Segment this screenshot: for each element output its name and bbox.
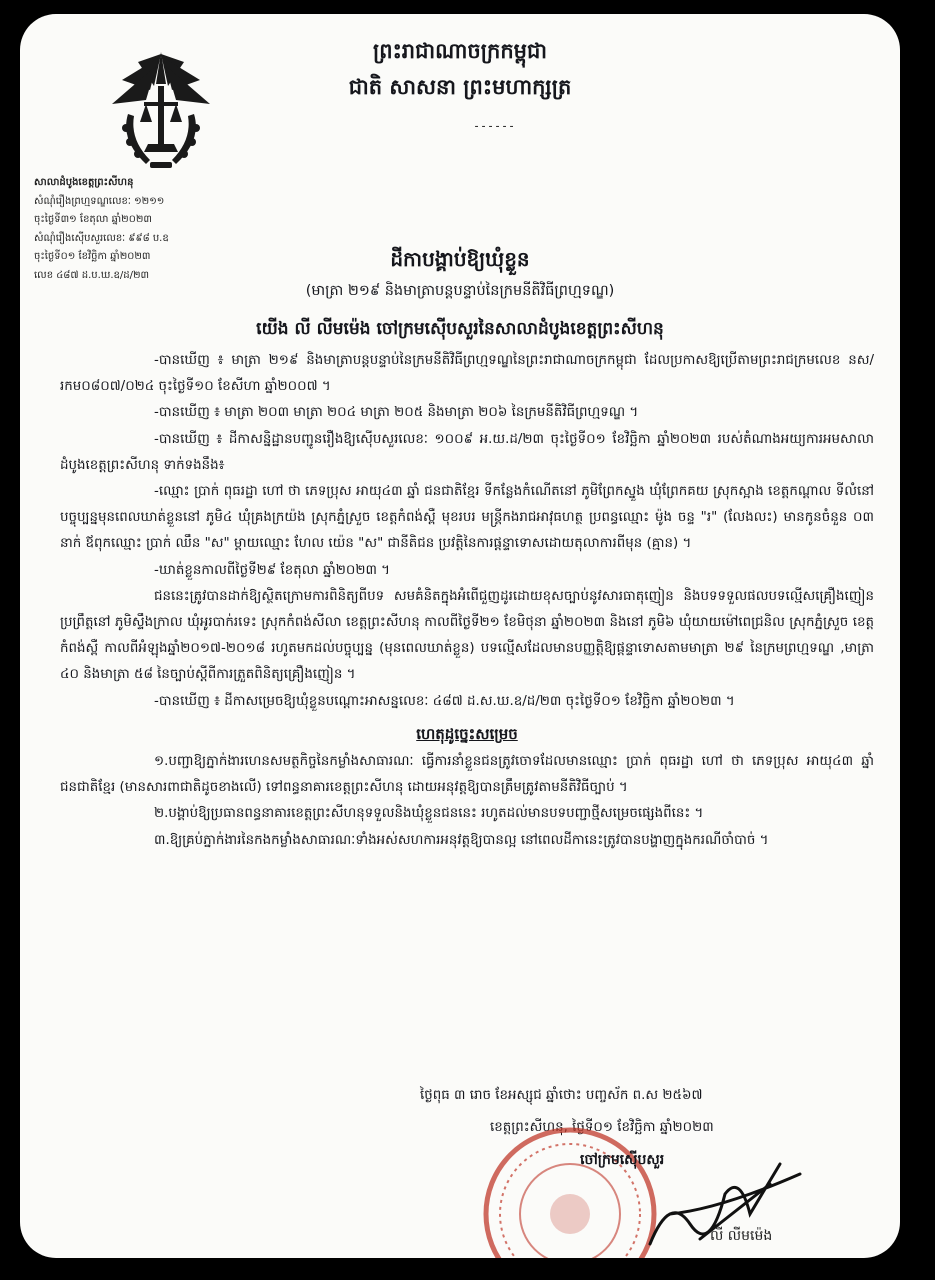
reference-number: លេខ ៤៨៧ ដ.ប.ឃ.ឧ/ដ/២៣: [34, 269, 150, 281]
document-subtitle: (មាត្រា ២១៩ និងមាត្រាបន្តបន្ទាប់នៃក្រមនីតិវិធីព្រហ្មទណ្ឌ): [305, 283, 615, 299]
record-date: ចុះថ្ងៃទី៣១ ខែតុលា ឆ្នាំ២០២៣: [34, 214, 152, 225]
signer-name: លី លីមម៉េង: [710, 1228, 773, 1244]
issuing-judge: យើង លី លីមម៉េង ចៅក្រមស៊ើបសួរនៃសាលាដំបូងខេត្តព្រះសីហនុ: [256, 319, 664, 339]
decision-item: ២.បង្គាប់ឱ្យប្រធានពន្ធនាគារខេត្តព្រះសីហនុទទួលនិងឃុំខ្លួនជននេះ រហូតដល់មានបទបញ្ជាថ្មីសម្រេចផ្សេងពីនេះ ។: [154, 806, 704, 822]
accused-identity-paragraph: -ឈ្មោះ ប្រាក់ ពុធរដ្ឋា ហៅ ថា ភេទប្រុស អាយុ៤៣ ឆ្នាំ ជនជាតិខ្មែរ ទីកន្លែងកំណើតនៅ ភូមិព្រែកស្នួង ឃុំព្រែកគយ ស្រុកស្អាង ខេត្តកណ្ដាល ទីលំនៅបច្ចុប្បន្នមុនពេលឃាត់ខ្លួននៅ ភូមិ៤ ឃុំគ្រងក្រយ៉ង ស្រុកភ្នំស្រួច ខេត្តកំពង់ស្ពឺ មុខរបរ មន្ត្រីកងរាជអាវុធហត្ថ ប្រពន្ធឈ្មោះ ម៉ូង ចន្ទ "រ" (លែងលះ) មានកូនចំនួន ០៣ នាក់ ឪពុកឈ្មោះ ប្រាក់ ឈឹន "ស" ម្ដាយឈ្មោះ ហែល យ៉េន "ស" ជានីតិជន ប្រវត្តិនៃការផ្ដន្ទាទោសដោយតុលាការពីមុន (គ្មាន) ។: [60, 484, 874, 552]
document-title: ដីកាបង្គាប់ឱ្យឃុំខ្លួន: [390, 247, 530, 271]
arrest-date-paragraph: -ឃាត់ខ្លួនកាលពីថ្ងៃទី២៩ ខែតុលា ឆ្នាំ២០២៣ ។: [154, 562, 390, 578]
record-number: សំណុំរឿងព្រហ្មទណ្ឌលេខៈ ១២១១: [34, 195, 165, 207]
signer-title: ចៅក្រមស៊ើបសួរ: [580, 1152, 665, 1168]
court-name: សាលាដំបូងខេត្តព្រះសីហនុ: [34, 177, 134, 188]
recital-paragraph: -បានឃើញ ៖ មាត្រា ២១៩ និងមាត្រាបន្តបន្ទាប់នៃក្រមនីតិវិធីព្រហ្មទណ្ឌនៃព្រះរាជាណាចក្រកម្ពុជា ដែលប្រកាសឱ្យប្រើតាមព្រះរាជក្រមលេខ នស/រកម០៨០៧/០២៤ ចុះថ្ងៃទី១០ ខែសីហា ឆ្នាំ២០០៧ ។: [60, 353, 874, 395]
investigation-date: ចុះថ្ងៃទី០១ ខែវិច្ឆិកា ឆ្នាំ២០២៣: [34, 251, 151, 262]
investigation-number: សំណុំរឿងស៊ើបសួរលេខៈ ៩៩៨ ប.ឧ: [34, 232, 169, 244]
charges-paragraph: ជននេះត្រូវបានដាក់ឱ្យស្ថិតក្រោមការពិនិត្យពីបទ សមគំនិតក្នុងអំពើជួញដូរដោយខុសច្បាប់នូវសារធាតុញៀន និងបទទទួលផលបទល្មើសគ្រឿងញៀន ប្រព្រឹត្តនៅ ភូមិស្ទឹងក្រាល ឃុំអូរបាក់រទេះ ស្រុកកំពង់សីលា ខេត្តព្រះសីហនុ កាលពីថ្ងៃទី២១ ខែមិថុនា ឆ្នាំ២០២៣ និងនៅ ភូមិ៦ ឃុំយាយម៉ៅពេជ្រនិល ស្រុកភ្នំស្រួច ខេត្តកំពង់ស្ពឺ កាលពីអំឡុងឆ្នាំ២០១៧-២០១៨ រហូតមកដល់បច្ចុប្បន្ន (មុនពេលឃាត់ខ្លួន) បទល្មើសដែលមានបញ្ញត្តិឱ្យផ្ដន្ទាទោសតាមមាត្រា ២៩ នៃក្រមព្រហ្មទណ្ឌ ,មាត្រា ៤០ និងមាត្រា ៥៨ នៃច្បាប់ស្ដីពីការត្រួតពិនិត្យគ្រឿងញៀន ។: [60, 588, 874, 683]
lunar-date: ថ្ងៃពុធ ៣ រោច ខែអស្សុជ ឆ្នាំថោះ បញ្ចស័ក ព.ស ២៥៦៧: [420, 1088, 703, 1103]
recital-paragraph: -បានឃើញ ៖ មាត្រា ២០៣ មាត្រា ២០៤ មាត្រា ២០៥ និងមាត្រា ២០៦ នៃក្រមនីតិវិធីព្រហ្មទណ្ឌ ។: [154, 405, 639, 421]
document-body: [60, 348, 874, 854]
kingdom-title: ព្រះរាជាណាចក្រកម្ពុជា: [372, 39, 547, 63]
national-motto: ជាតិ សាសនា ព្រះមហាក្សត្រ: [348, 75, 572, 99]
place-and-date: ខេត្តព្រះសីហនុ, ថ្ងៃទី០១ ខែវិច្ឆិកា ឆ្នាំ២០២៣: [490, 1120, 714, 1135]
decision-heading: ហេតុដូច្នេះសម្រេច: [416, 724, 518, 743]
recital-paragraph: -បានឃើញ ៖ ដីកាសម្រេចឱ្យឃុំខ្លួនបណ្ដោះអាសន្នលេខៈ ៤៨៧ ដ.ស.ឃ.ឧ/ដ/២៣ ចុះថ្ងៃទី០១ ខែវិច្ឆិកា ឆ្នាំ២០២៣ ។: [154, 693, 735, 709]
header-divider: ⁃⁃⁃⁃⁃⁃: [474, 122, 516, 133]
decision-item: ៣.ឱ្យគ្រប់ភ្នាក់ងារនៃកងកម្លាំងសាធារណៈទាំងអស់សហការអនុវត្តឱ្យបានល្អ នៅពេលដីកានេះត្រូវបានបង្ហាញក្នុងករណីចាំបាច់ ។: [154, 832, 769, 848]
decision-item: ១.បញ្ជាឱ្យភ្នាក់ងារហេនសមត្ថកិច្ចនៃកម្លាំងសាធារណៈ ធ្វើការនាំខ្លួនជនត្រូវចោទដែលមានឈ្មោះ ប្រាក់ ពុធរដ្ឋា ហៅ ថា ភេទប្រុស អាយុ៤៣ ឆ្នាំ ជនជាតិខ្មែរ (មានសារពាជាតិដូចខាងលើ) ទៅពន្ធនាគារខេត្តព្រះសីហនុ ដោយអនុវត្តឱ្យបានត្រឹមត្រូវតាមនីតិវិធីច្បាប់ ។: [60, 754, 874, 796]
document-page: [20, 14, 900, 1258]
recital-paragraph: -បានឃើញ ៖ ដីកាសន្និដ្ឋានបញ្ជូនរឿងឱ្យស៊ើបសួរលេខៈ ១០០៩ អ.យ.ដ/២៣ ចុះថ្ងៃទី០១ ខែវិច្ឆិកា ឆ្នាំ២០២៣ របស់តំណាងអយ្យការអមសាលាដំបូងខេត្តព្រះសីហនុ ទាក់ទងនឹង៖: [60, 431, 874, 473]
